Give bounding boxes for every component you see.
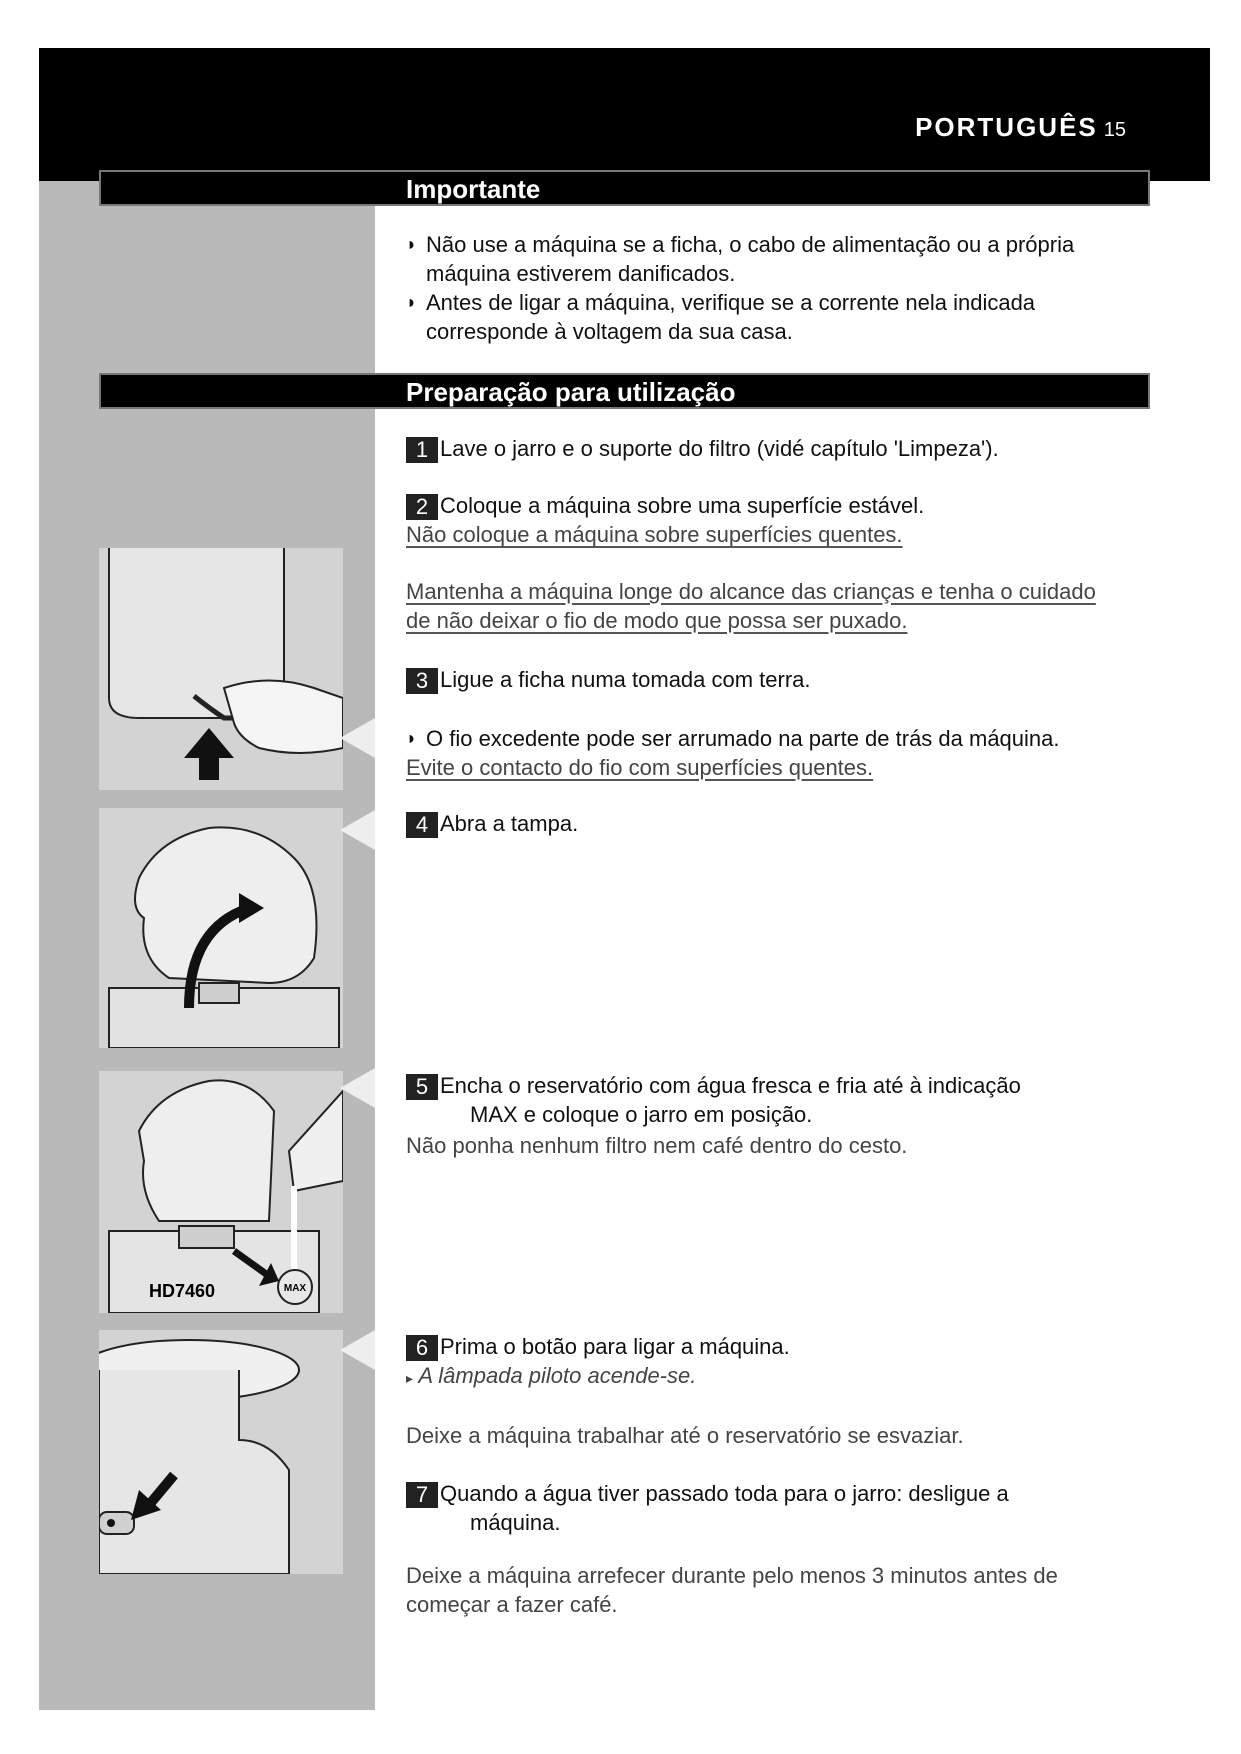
step-note: Não coloque a máquina sobre superfícies quentes. — [406, 522, 903, 548]
important-list — [406, 230, 1146, 346]
step-text: Abra a tampa. — [440, 811, 579, 836]
step-1 — [406, 434, 1146, 463]
step-result — [406, 1361, 1146, 1393]
plug-drawing — [99, 548, 343, 790]
model-label: HD7460 — [149, 1281, 216, 1301]
step-number: 3 — [406, 668, 438, 694]
important-item — [406, 230, 1146, 288]
step-number: 4 — [406, 812, 438, 838]
step-number: 1 — [406, 437, 438, 463]
power-switch — [99, 1512, 134, 1534]
step-number: 6 — [406, 1335, 438, 1361]
step-3-details — [406, 724, 1146, 782]
step-note: Deixe a máquina arrefecer durante pelo menos 3 minutos antes de começar a fazer café. — [406, 1563, 1058, 1618]
warning-text: Mantenha a máquina longe do alcance das crianças e tenha o cuidado de não deixar o fio de modo que possa ser puxado. — [406, 579, 1096, 633]
illustration-open-lid — [99, 808, 343, 1048]
step-text: Lave o jarro e o suporte do filtro (vidé capítulo 'Limpeza'). — [440, 436, 999, 461]
step-4 — [406, 809, 1146, 838]
section-important-bar — [99, 170, 1150, 206]
illustration-fill-water — [99, 1071, 343, 1313]
important-item-text: Não use a máquina se a ficha, o cabo de alimentação ou a própria máquina estiverem danificados. — [426, 232, 1075, 286]
important-item — [406, 288, 1146, 346]
section-preparation-title: Preparação para utilização — [406, 377, 736, 407]
step-text: Encha o reservatório com água fresca e fria até à indicação — [440, 1073, 1021, 1098]
step-text: Ligue a ficha numa tomada com terra. — [440, 667, 811, 692]
section-important-title: Importante — [406, 174, 541, 204]
section-preparation-bar — [99, 373, 1150, 409]
step-text: Prima o botão para ligar a máquina. — [440, 1334, 790, 1359]
result-text: A lâmpada piloto acende-se. — [418, 1363, 697, 1389]
language-header — [915, 112, 1126, 143]
illustration-plug — [99, 548, 343, 790]
step-number: 2 — [406, 494, 438, 520]
step-3 — [406, 665, 1146, 694]
pointer-arrow-icon — [340, 810, 375, 850]
bullet-icon: ◗ — [406, 234, 417, 254]
step-text-continued: máquina. — [470, 1510, 561, 1536]
step-7 — [406, 1479, 1146, 1619]
max-indicator-label: MAX — [283, 1283, 307, 1294]
step-text: Coloque a máquina sobre uma superfície estável. — [440, 493, 925, 518]
step-note: Não ponha nenhum filtro nem café dentro do cesto. — [406, 1133, 908, 1159]
pointer-arrow-icon — [340, 1068, 375, 1108]
step-2-warning — [406, 577, 1126, 635]
language-label: PORTUGUÊS — [915, 112, 1098, 142]
step-text-continued: MAX e coloque o jarro em posição. — [470, 1102, 813, 1128]
step-2 — [406, 491, 1146, 549]
page-number: 15 — [1103, 119, 1126, 141]
step-text: Quando a água tiver passado toda para o jarro: desligue a — [440, 1481, 1009, 1506]
step-number: 5 — [406, 1074, 438, 1100]
step-5 — [406, 1071, 1146, 1160]
bullet-text: O fio excedente pode ser arrumado na parte de trás da máquina. — [426, 726, 1060, 751]
step-bullet — [406, 724, 1146, 753]
pointer-arrow-icon — [340, 718, 375, 758]
bullet-icon: ◗ — [406, 728, 417, 748]
step-note: Evite o contacto do fio com superfícies quentes. — [406, 755, 874, 780]
result-arrow-icon: ▸ — [406, 1370, 414, 1387]
lid-drawing — [99, 808, 343, 1048]
fill-drawing — [99, 1071, 343, 1313]
important-item-text: Antes de ligar a máquina, verifique se a corrente nela indicada corresponde à voltagem da sua casa. — [426, 290, 1036, 344]
bullet-icon: ◗ — [406, 292, 417, 312]
step-number: 7 — [406, 1482, 438, 1508]
illustration-switch-on — [99, 1330, 343, 1574]
pointer-arrow-icon — [340, 1330, 375, 1370]
step-note: Deixe a máquina trabalhar até o reservatório se esvaziar. — [406, 1423, 964, 1449]
switch-drawing — [99, 1330, 343, 1574]
step-6 — [406, 1332, 1146, 1450]
